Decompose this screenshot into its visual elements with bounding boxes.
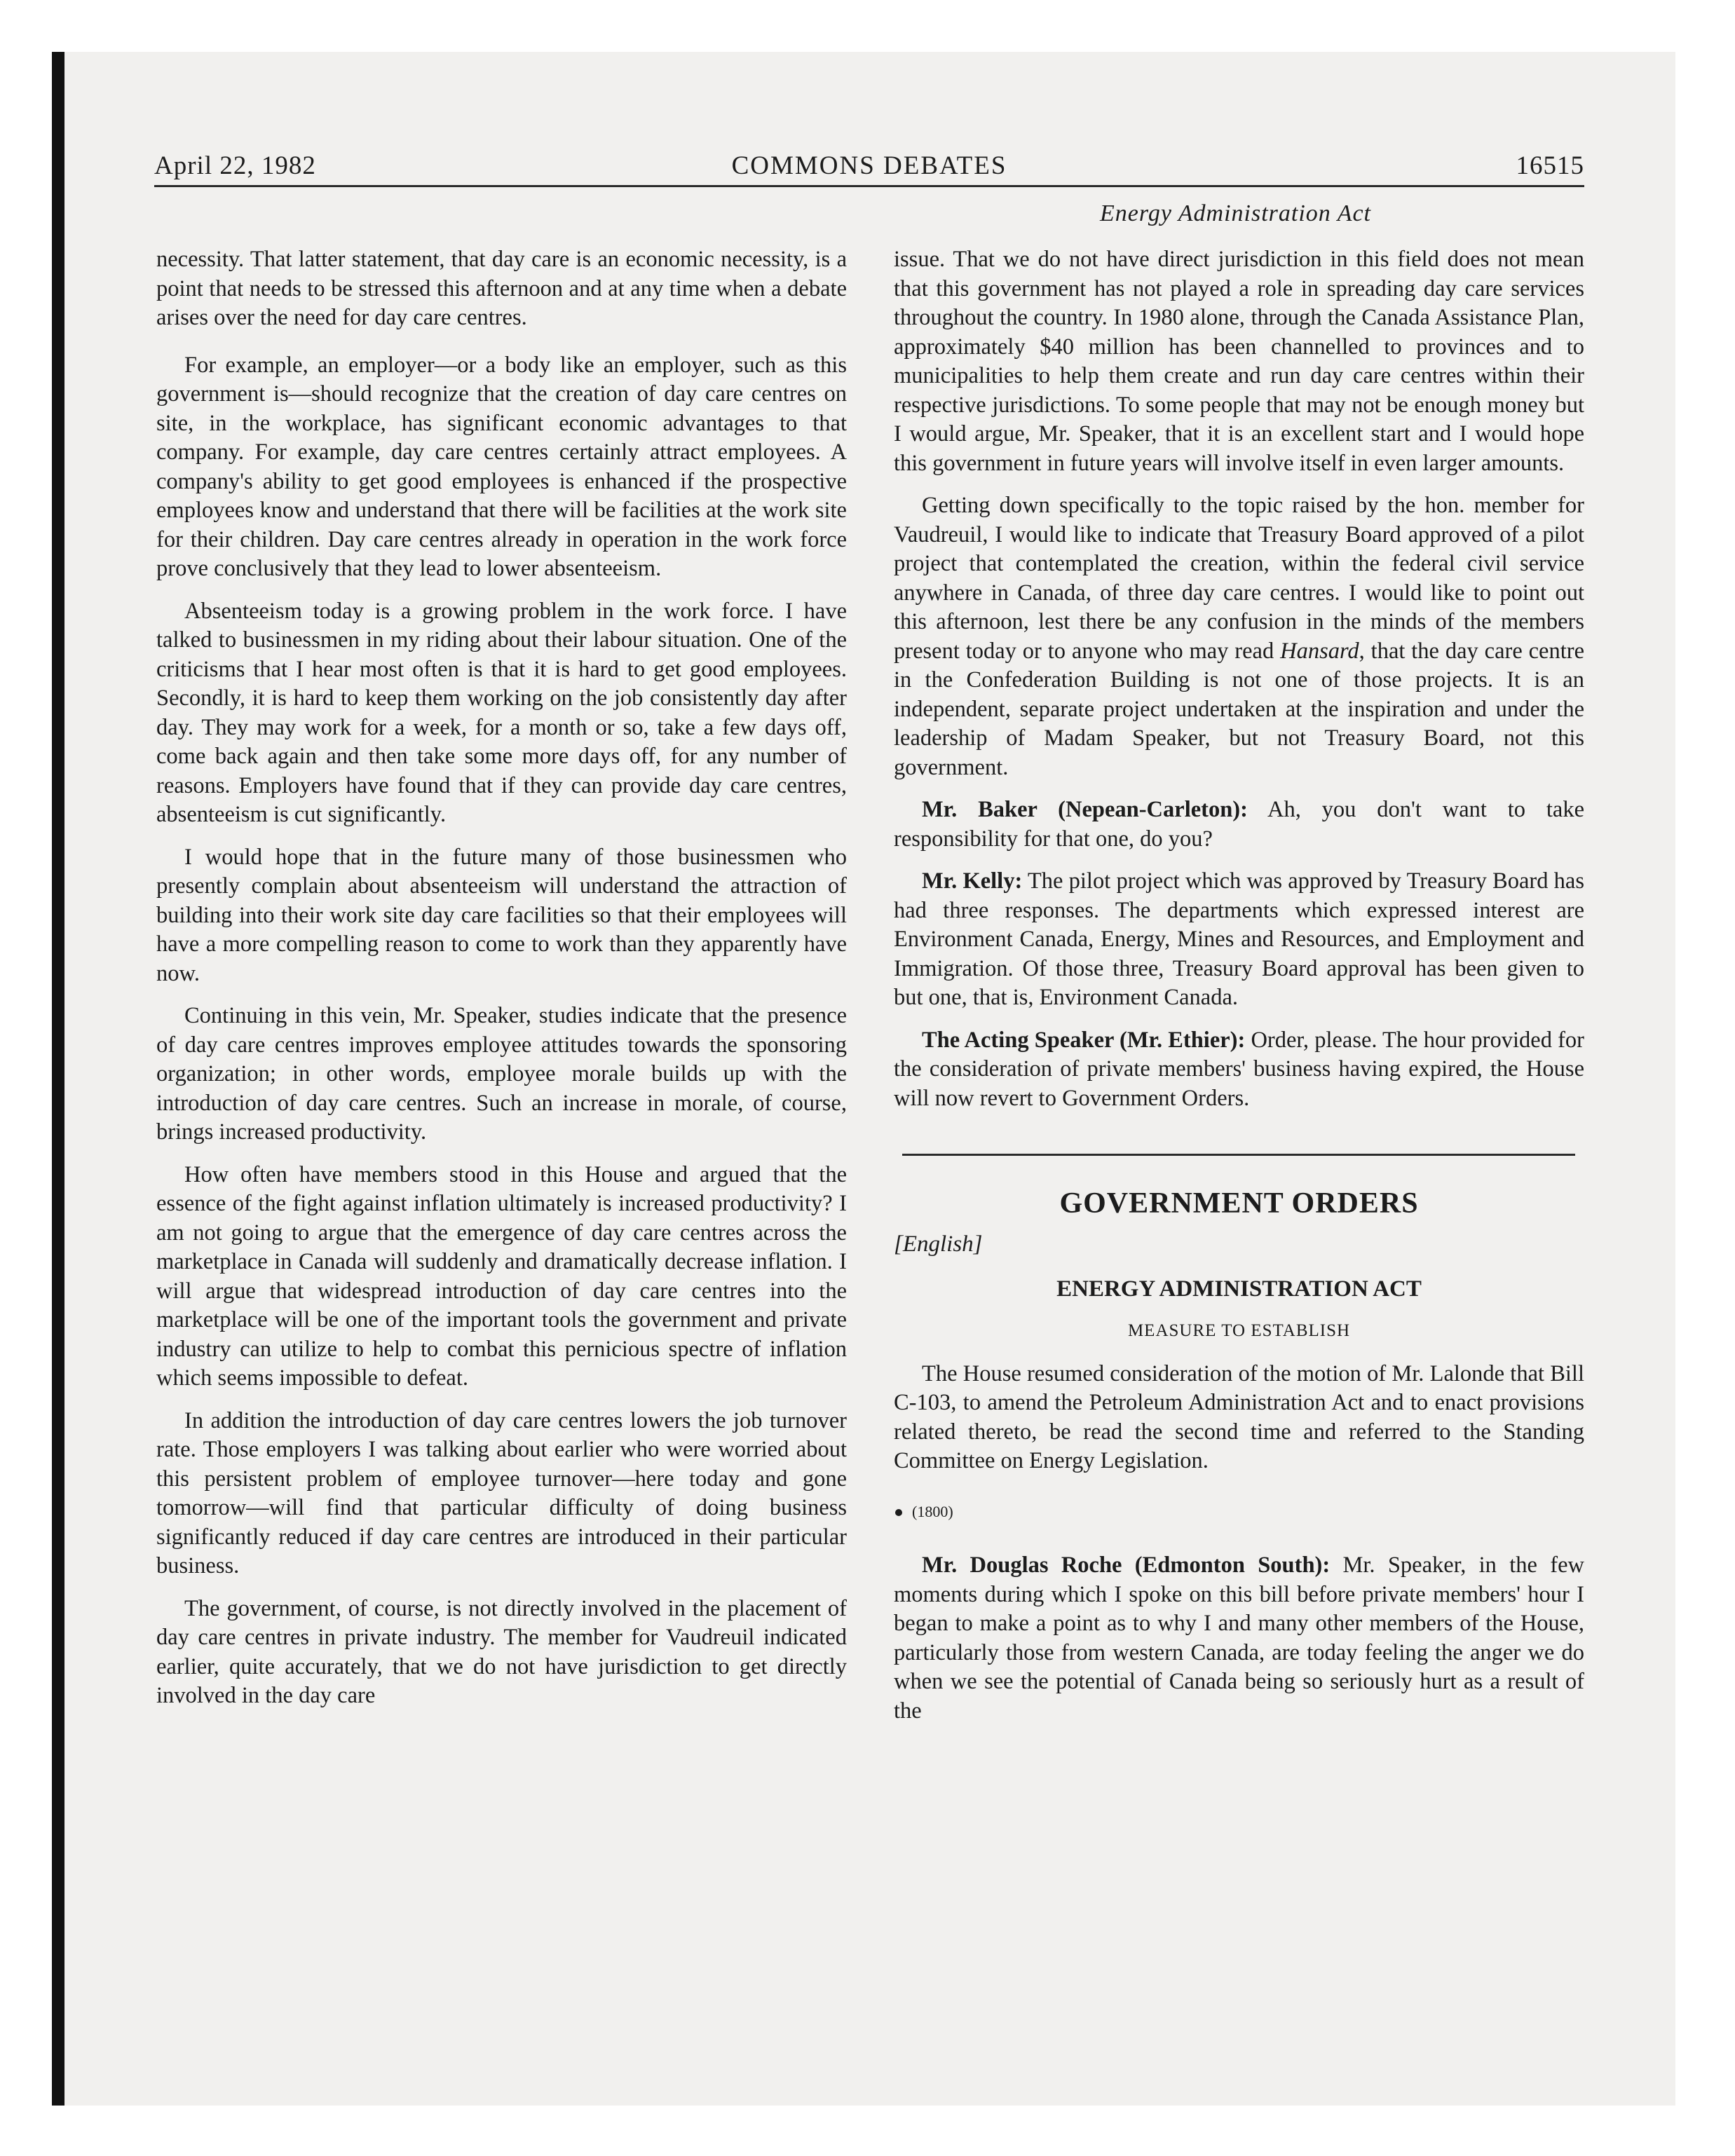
speaker-name: Mr. Douglas Roche (Edmonton South): bbox=[922, 1553, 1331, 1578]
motion-paragraph: The House resumed consideration of the motion of Mr. Lalonde that Bill C-103, to amend the Petroleum Administration Act and to enact provisions related thereto, be read the second time and referred to the Standing Committee on Energy Legislation. bbox=[894, 1360, 1584, 1473]
paragraph-text: Getting down specifically to the topic raised by the hon. member for Vaudreuil, I would like to indicate that Treasury Board approved of a pilot project that contemplated the creation, within the federal civil service anywhere in Canada, of three day care centres. I would like to point out this afternoon, lest there be any confusion in the minds of the members present today or to anyone who may read bbox=[894, 493, 1584, 664]
subsubject-heading: MEASURE TO ESTABLISH bbox=[1127, 1321, 1351, 1340]
paragraph: For example, an employer—or a body like an employer, such as this government is—should recognize that the creation of day care centres on site, in the workplace, has significant economic advantages to that company. For example, day care centres certainly attract employees. A company's ability to get good employees is enhanced if the prospective employees know and understand that there will be facilities at the work site for their children. Day care centres already in operation in the work force prove conclusively that they lead to lower absenteeism. bbox=[156, 352, 847, 581]
scan-binding-edge bbox=[52, 52, 64, 2106]
speech-text: Ah, you don't want to take responsibility for that one, do you? bbox=[894, 797, 1584, 852]
speech-text: Order, please. The hour provided for the consideration of private members' business having expired, the House will now revert to Government Orders. bbox=[894, 1027, 1584, 1111]
language-tag: [English] bbox=[894, 1231, 983, 1257]
speaker-name: Mr. Baker (Nepean-Carleton): bbox=[922, 797, 1248, 822]
header-publication: COMMONS DEBATES bbox=[731, 151, 1007, 180]
page-header bbox=[154, 149, 1584, 187]
subject-heading: ENERGY ADMINISTRATION ACT bbox=[1056, 1276, 1422, 1302]
paragraph: I would hope that in the future many of those businessmen who presently complain about absenteeism will understand the attraction of building into their work site day care facilities so that their employees will have a more compelling reason to come to work than they apparently have now. bbox=[156, 844, 847, 986]
left-column bbox=[156, 245, 847, 1724]
time-marker bbox=[895, 1497, 1584, 1527]
intervention-roche bbox=[894, 1551, 1584, 1726]
hansard-reference: Hansard bbox=[1280, 638, 1359, 664]
speaker-name: Mr. Kelly: bbox=[922, 868, 1023, 894]
paragraph: How often have members stood in this House and argued that the essence of the fight against inflation ultimately is increased productivity? I am not going to argue that the emergence of day care centres across the marketplace in Canada will suddenly and dramatically decrease inflation. I will argue that widespread introduction of day care centres into the marketplace will be one of the important tools the government and private industry can utilize to help to combat this pernicious spectre of inflation which seems impossible to defeat. bbox=[156, 1161, 847, 1391]
paragraph: Absenteeism today is a growing problem in the work force. I have talked to businessmen in my riding about their labour situation. One of the criticisms that I hear most often is that it is hard to get good employees. Secondly, it is hard to keep them working on the job consistently day after day. They may work for a week, for a month or so, take a few days off, come back again and then take some more days off, for any number of reasons. Employers have found that if they can provide day care centres, absenteeism is cut significantly. bbox=[156, 598, 847, 827]
running-head: Energy Administration Act bbox=[1099, 200, 1371, 226]
section-divider bbox=[902, 1154, 1575, 1156]
speaker-name: The Acting Speaker (Mr. Ethier): bbox=[922, 1027, 1246, 1053]
header-date: April 22, 1982 bbox=[154, 151, 316, 180]
paragraph: necessity. That latter statement, that day care is an economic necessity, is a point that needs to be stressed this afternoon and at any time when a debate arises over the need for day care centres. bbox=[156, 247, 847, 330]
section-title: GOVERNMENT ORDERS bbox=[1059, 1187, 1419, 1220]
paragraph bbox=[894, 491, 1584, 782]
intervention-acting-speaker bbox=[894, 1026, 1584, 1114]
time-marker-text: (1800) bbox=[912, 1502, 953, 1520]
speech-text: The pilot project which was approved by Treasury Board has had three responses. The departments which expressed interest are Environment Canada, Energy, Mines and Resources, and Employment and Immigration. Of those three, Treasury Board approval has been given to but one, that is, Environment Canada. bbox=[894, 868, 1585, 1010]
paragraph-text: , that the day care centre in the Confederation Building is not one of those projects. It is an independent, separate project undertaken at the inspiration and under the leadership of Madam Speaker, but not Treasury Board, not this government. bbox=[894, 638, 1585, 780]
bullet-icon bbox=[895, 1509, 902, 1516]
right-column bbox=[894, 245, 1584, 1739]
header-page-number: 16515 bbox=[1516, 151, 1584, 180]
paragraph: issue. That we do not have direct jurisdiction in this field does not mean that this government has not played a role in spreading day care services throughout the country. In 1980 alone, through the Canada Assistance Plan, approximately $40 million has been channelled to provinces and to municipalities to help them create and run day care centres within their respective jurisdictions. To some people that may not be enough money but I would argue, Mr. Speaker, that it is an excellent start and I would hope this government in future years will involve itself in even larger amounts. bbox=[894, 247, 1584, 476]
paragraph: In addition the introduction of day care centres lowers the job turnover rate. Those employers I was talking about earlier who were worried about this persistent problem of employee turnover—here today and gone tomorrow—will find that particular difficulty of doing business significantly reduced if day care centres are introduced in their particular business. bbox=[156, 1407, 847, 1578]
intervention-baker bbox=[894, 796, 1584, 854]
paragraph: The government, of course, is not directly involved in the placement of day care centres in private industry. The member for Vaudreuil indicated earlier, quite accurately, that we do not have jurisdiction to get directly involved in the day care bbox=[156, 1595, 847, 1708]
intervention-kelly bbox=[894, 867, 1584, 1013]
paragraph: Continuing in this vein, Mr. Speaker, studies indicate that the presence of day care centres improves employee attitudes towards the sponsoring organization; in other words, employee morale builds up with the introduction of day care centres. Such an increase in morale, of course, brings increased productivity. bbox=[156, 1003, 847, 1145]
speech-text: Mr. Speaker, in the few moments during which I spoke on this bill before private members' hour I began to make a point as to why I and many other members of the House, particularly those from western Canada, are today feeling the anger we do when we see the potential of Canada being so seriously hurt as a result of the bbox=[894, 1553, 1584, 1724]
